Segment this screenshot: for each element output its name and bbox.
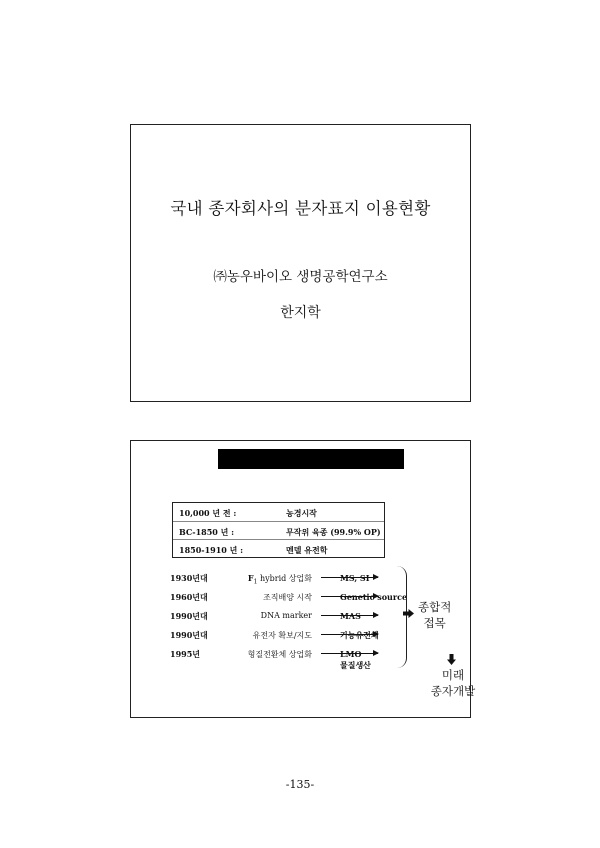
slide-title: 국내 종자회사의 분자표지 이용현황	[170, 199, 431, 218]
block-right-arrow-icon	[403, 609, 414, 618]
timeline-result: LMO	[340, 649, 362, 659]
future-line-2: 종자개발	[430, 684, 476, 698]
history-year: 10,000 년 전 :	[179, 508, 237, 518]
block-down-arrow-icon	[447, 654, 456, 665]
history-table	[172, 502, 385, 558]
timeline-result-secondary: 물질생산	[340, 660, 371, 670]
timeline-row	[131, 647, 470, 670]
timeline-tech: 조직배양 시작	[263, 593, 312, 602]
timeline-year: 1990년대	[170, 630, 208, 640]
page-number: -135-	[285, 778, 315, 791]
organization-name: ㈜농우바이오 생명공학연구소	[213, 269, 388, 285]
history-slide	[130, 440, 476, 718]
timeline-tech: 형질전환체 상업화	[247, 650, 312, 659]
history-year: 1850-1910 년 :	[179, 545, 244, 555]
history-event: 멘델 유전학	[286, 545, 328, 555]
timeline-tech	[248, 573, 312, 586]
synthesis-line-2: 접목	[423, 616, 446, 630]
history-row	[173, 503, 384, 521]
history-year: BC-1850 년 :	[179, 527, 235, 537]
history-event: 무작위 육종 (99.9% OP)	[286, 527, 381, 537]
timeline-year: 1995년	[170, 649, 200, 659]
timeline-result: MS, SI	[340, 573, 370, 583]
synthesis-label	[418, 599, 451, 631]
future-label	[423, 667, 483, 699]
timeline-year: 1930년대	[170, 573, 208, 583]
timeline-result: MAS	[340, 611, 361, 621]
redacted-title-bar	[218, 449, 404, 469]
timeline-year: 1960년대	[170, 592, 208, 602]
f-subscript: 1	[253, 578, 258, 586]
timeline-result: 기능유전체	[340, 630, 379, 640]
f-symbol: F	[247, 573, 254, 583]
history-row	[173, 521, 384, 540]
timeline-row	[131, 571, 470, 585]
timeline-year: 1990년대	[170, 611, 208, 621]
timeline-tech: 유전자 확보/지도	[252, 631, 312, 640]
author-name: 한지학	[280, 305, 321, 321]
timeline-tech: DNA marker	[260, 611, 312, 620]
title-slide	[130, 124, 471, 402]
future-line-1: 미래	[441, 668, 465, 682]
tech-text: hybrid 상업화	[257, 574, 312, 583]
timeline-result: Genetic source	[340, 592, 408, 602]
history-row	[173, 539, 384, 558]
synthesis-line-1: 종합적	[418, 600, 452, 614]
history-event: 농경시작	[286, 508, 317, 518]
